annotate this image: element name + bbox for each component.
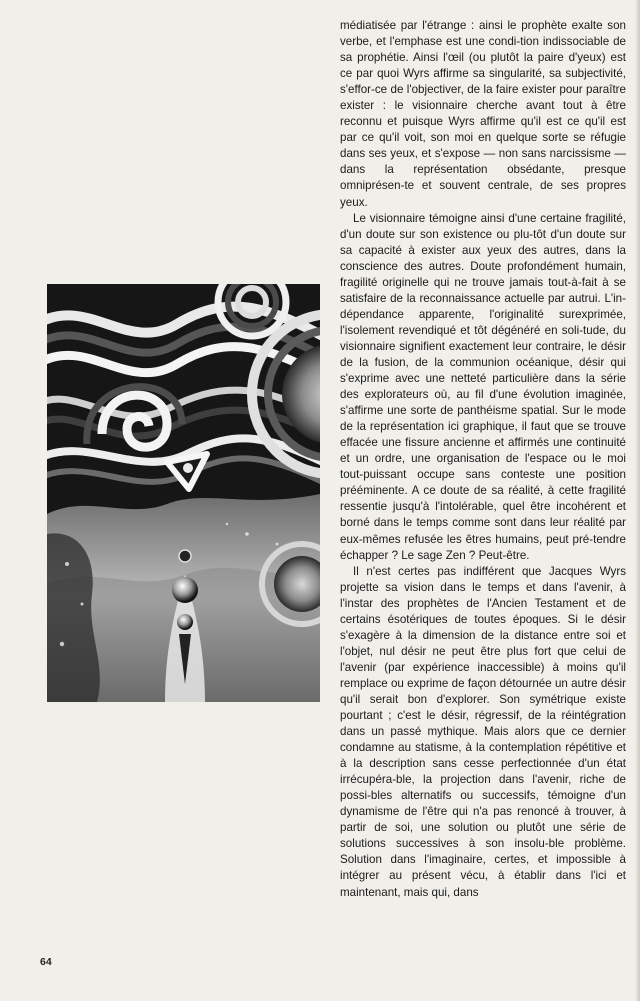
psychedelic-eye-painting [47, 284, 320, 702]
body-text-column [340, 18, 626, 901]
paragraph: Il n'est certes pas indifférent que Jacques Wyrs projette sa vision dans le temps et dans l'avenir, à l'instar des prophètes de l'Ancien Testament et de certains ésotériques de toutes époques. Si le désir s'exagère à la dimension de la distance entre soi et l'objet, nul désir ne peut être plus fort que celui de l'avenir (par expérience inaccessible) à moins qu'il remplace ou exprime de façon détournée un autre désir qu'il serait bon d'explorer. Son symétrique existe pourtant ; c'est le désir, régressif, de la réintégration dans un passé mythique. Mais alors que ce dernier condamne au statisme, à la contemplation répétitive et à la description sans cesse perfectionnée d'un état irrécupéra-ble, la projection dans l'avenir, riche de possi-bles alternatifs ou successifs, témoigne d'un dynamisme de l'être qui n'a pas renoncé à trouver, à partir de soi, une solution ou plutôt une série de solutions successives à son insolu-ble problème. Solution dans l'imaginaire, certes, et impossible à intégrer au présent vécu, à établir dans l'ici et maintenant, mais qui, dans [340, 564, 626, 899]
paragraph: Le visionnaire témoigne ainsi d'une certaine fragilité, d'un doute sur son existence ou plu-tôt d'un doute sur sa capacité à exister aux yeux des autres, dans la conscience des autres. Doute profondément humain, fragilité originelle qui ne trouve jamais tout-à-fait à se satisfaire de la reconnaissance actuelle par autrui. L'in-dépendance apparente, l'originalité surexprimée, l'isolement revendiqué et tôt dégénéré en soli-tude, du visionnaire signifient exactement leur contraire, le désir de la fusion, de la communion océanique, désir qui s'exprime avec une netteté particulière dans la série des explorateurs où, au fil d'une évolution imaginée, s'affirme une sorte de panthéisme spatial. Sur le mode de la représentation ici graphique, il faut que se trouve effacée une fissure ancienne et affirmés une continuité et un ordre, une organisation de l'espace ou le moi tout-puissant occupe sans conteste une position prééminente. A ce doute de sa réalité, à cette fragilité ressentie jusqu'à l'intolérable, quel être incohérent et borné dans le temps comme sont dans leur réalité par eux-mêmes refusée les êtres humains, peut pré-tendre échapper ? Le sage Zen ? Peut-être. [340, 211, 626, 562]
illustration [47, 284, 320, 702]
page-number: 64 [40, 956, 52, 968]
page-edge-shadow [636, 0, 640, 1001]
paragraph: médiatisée par l'étrange : ainsi le prophète exalte son verbe, et l'emphase est une condi-tion indissociable de sa prophétie. Ainsi l'œil (ou plutôt la paire d'yeux) est ce par quoi Wyrs affirme sa singularité, sa subjectivité, s'effor-ce de l'objectiver, de la faire exister pour paraître exister : le visionnaire cherche avant tout à être reconnu et puisque Wyrs affirme qu'il est ce qu'il est par ce qu'il voit, son moi en quelque sorte se réfugie dans ses yeux, et s'expose — non sans narcissisme — dans la représentation obsédante, presque omniprésen-te et souvent centrale, de ses propres yeux. [340, 19, 626, 209]
